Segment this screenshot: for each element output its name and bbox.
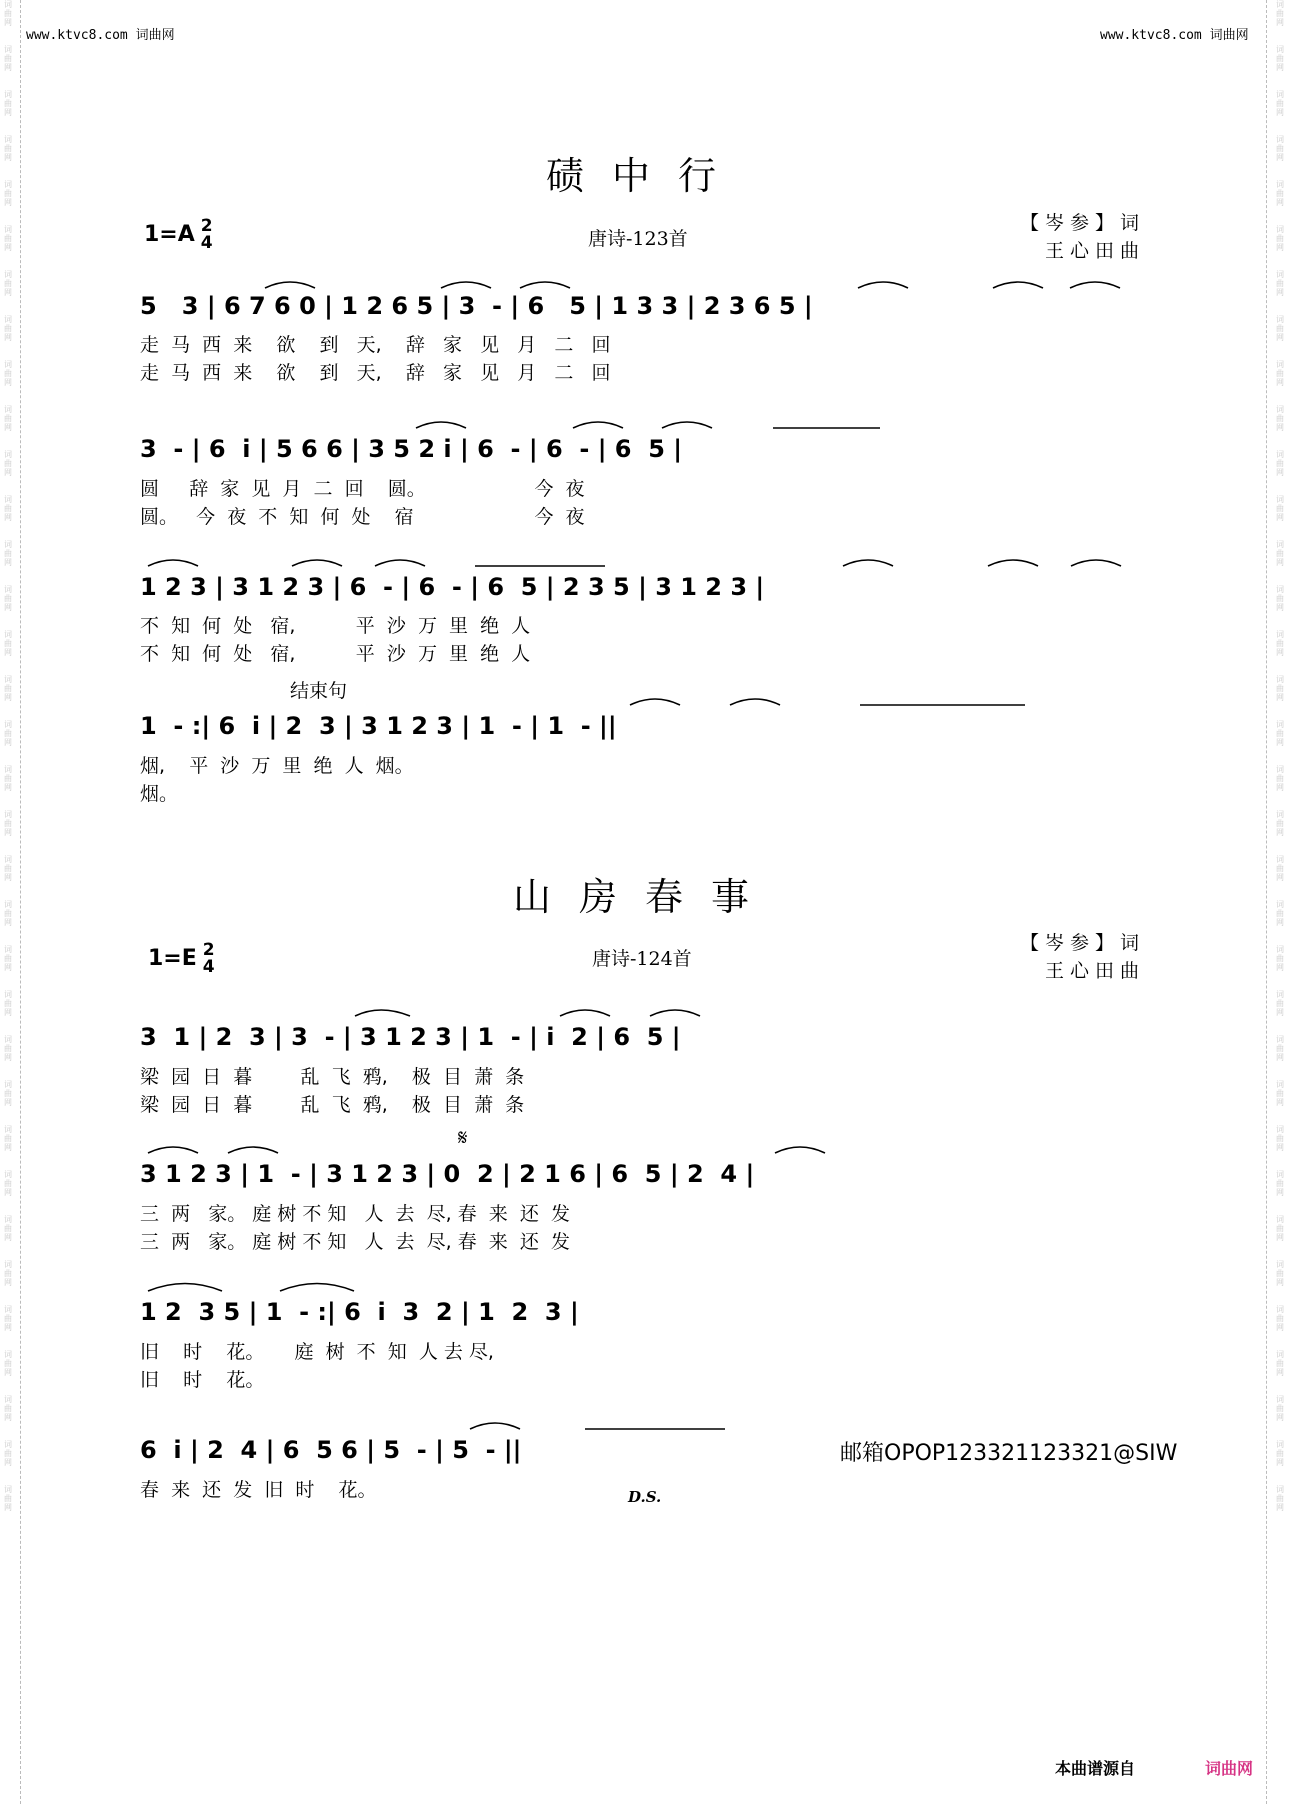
song2-row3-lyrics1: 旧 时 花。 庭 树 不 知 人 去 尽,	[140, 1341, 494, 1363]
song2-subtitle: 唐诗-124首	[592, 948, 692, 970]
song1-row3-lyrics2: 不 知 何 处 宿, 平 沙 万 里 绝 人	[140, 643, 531, 665]
source-label: 本曲谱源自	[1055, 1759, 1136, 1778]
song1-row4-lyrics2: 烟。	[140, 783, 179, 805]
song1-row2-lyrics2: 圆。 今 夜 不 知 何 处 宿 今 夜	[140, 506, 585, 528]
email-note: 邮箱OPOP123321123321@SIW	[840, 1441, 1178, 1466]
song1-ending-label: 结束句	[290, 680, 348, 702]
right-margin-watermark: 词 曲 网 词 曲 网 词 曲 网 词 曲 网 词 曲 网 词 曲 网 词 曲 网 词 曲 网 词 曲 网 词 曲 网 词 曲 网 词 曲 网 词 曲 网 词 曲 网 词 曲 网 词 曲 网 词 曲 网 词 曲 网 词 曲 网 词 曲 网 词 曲 网 词 曲 网 词 曲 网 词 曲 网 词 曲 网 词 曲 网 词 曲 网 词 曲 网 词 曲 网 词 曲 网 词 曲 网 词 曲 网 词 曲 网 词 曲 网	[1276, 0, 1284, 1512]
song1-row4-notes: 1 - :| 6 i | 2 3 | 3 1 2 3 | 1 - | 1 - ||	[140, 712, 617, 740]
song2-row1-notes: 3 1 | 2 3 | 3 - | 3 1 2 3 | 1 - | i 2 | 6 5 |	[140, 1023, 681, 1051]
song1-subtitle: 唐诗-123首	[588, 228, 688, 250]
song2-row4-notes: 6 i | 2 4 | 6 5 6 | 5 - | 5 - ||	[140, 1436, 522, 1464]
ds-marking: D.S.	[628, 1488, 662, 1506]
song1-row3-lyrics1: 不 知 何 处 宿, 平 沙 万 里 绝 人	[140, 615, 531, 637]
segno-sign: 𝄋	[458, 1126, 468, 1151]
site-url-left[interactable]: www.ktvc8.com 词曲网	[26, 28, 175, 43]
song1-row1-notes: 5 3 | 6 7 6 0 | 1 2 6 5 | 3 - | 6 5 | 1 3 3 | 2 3 6 5 |	[140, 292, 813, 320]
song2-row3-lyrics2: 旧 时 花。	[140, 1369, 265, 1391]
song1-row3-notes: 1 2 3 | 3 1 2 3 | 6 - | 6 - | 6 5 | 2 3 5 | 3 1 2 3 |	[140, 573, 765, 601]
song2-row1-lyrics1: 梁 园 日 暮 乱 飞 鸦, 极 目 萧 条	[140, 1066, 525, 1088]
song1-row2-lyrics1: 圆 辞 家 见 月 二 回 圆。 今 夜	[140, 478, 585, 500]
song2-title: 山房春事	[512, 875, 777, 919]
song1-row4-lyrics1: 烟, 平 沙 万 里 绝 人 烟。	[140, 755, 414, 777]
song1-row2-notes: 3 - | 6 i | 5 6 6 | 3 5 2 i | 6 - | 6 - | 6 5 |	[140, 435, 683, 463]
song2-key-signature: 1=E 2 4	[148, 940, 215, 977]
song2-row2-notes: 3 1 2 3 | 1 - | 3 1 2 3 | 0 2 | 2 1 6 | 6 5 | 2 4 |	[140, 1160, 755, 1188]
song1-title: 碛中行	[545, 154, 744, 198]
left-margin-watermark: 词 曲 网 词 曲 网 词 曲 网 词 曲 网 词 曲 网 词 曲 网 词 曲 网 词 曲 网 词 曲 网 词 曲 网 词 曲 网 词 曲 网 词 曲 网 词 曲 网 词 曲 网 词 曲 网 词 曲 网 词 曲 网 词 曲 网 词 曲 网 词 曲 网 词 曲 网 词 曲 网 词 曲 网 词 曲 网 词 曲 网 词 曲 网 词 曲 网 词 曲 网 词 曲 网 词 曲 网 词 曲 网 词 曲 网 词 曲 网	[4, 0, 12, 1512]
song2-row4-lyrics1: 春 来 还 发 旧 时 花。	[140, 1479, 377, 1501]
brand-link[interactable]: 词曲网	[1205, 1759, 1254, 1778]
song1-composer: 王心田曲	[1044, 240, 1145, 262]
song2-row2-lyrics2: 三 两 家。 庭 树 不 知 人 去 尽, 春 来 还 发	[140, 1231, 570, 1253]
song1-lyricist: 【岑参】词	[1019, 212, 1145, 234]
song2-row3-notes: 1 2 3 5 | 1 - :| 6 i 3 2 | 1 2 3 |	[140, 1298, 579, 1326]
song1-key-signature: 1=A 2 4	[144, 216, 213, 253]
song2-row2-lyrics1: 三 两 家。 庭 树 不 知 人 去 尽, 春 来 还 发	[140, 1203, 570, 1225]
site-url-right[interactable]: www.ktvc8.com 词曲网	[1100, 28, 1249, 43]
song1-row1-lyrics1: 走 马 西 来 欲 到 天, 辞 家 见 月 二 回	[140, 334, 611, 356]
song1-row1-lyrics2: 走 马 西 来 欲 到 天, 辞 家 见 月 二 回	[140, 362, 611, 384]
song2-row1-lyrics2: 梁 园 日 暮 乱 飞 鸦, 极 目 萧 条	[140, 1094, 525, 1116]
song2-lyricist: 【岑参】词	[1019, 932, 1145, 954]
song2-composer: 王心田曲	[1044, 960, 1145, 982]
